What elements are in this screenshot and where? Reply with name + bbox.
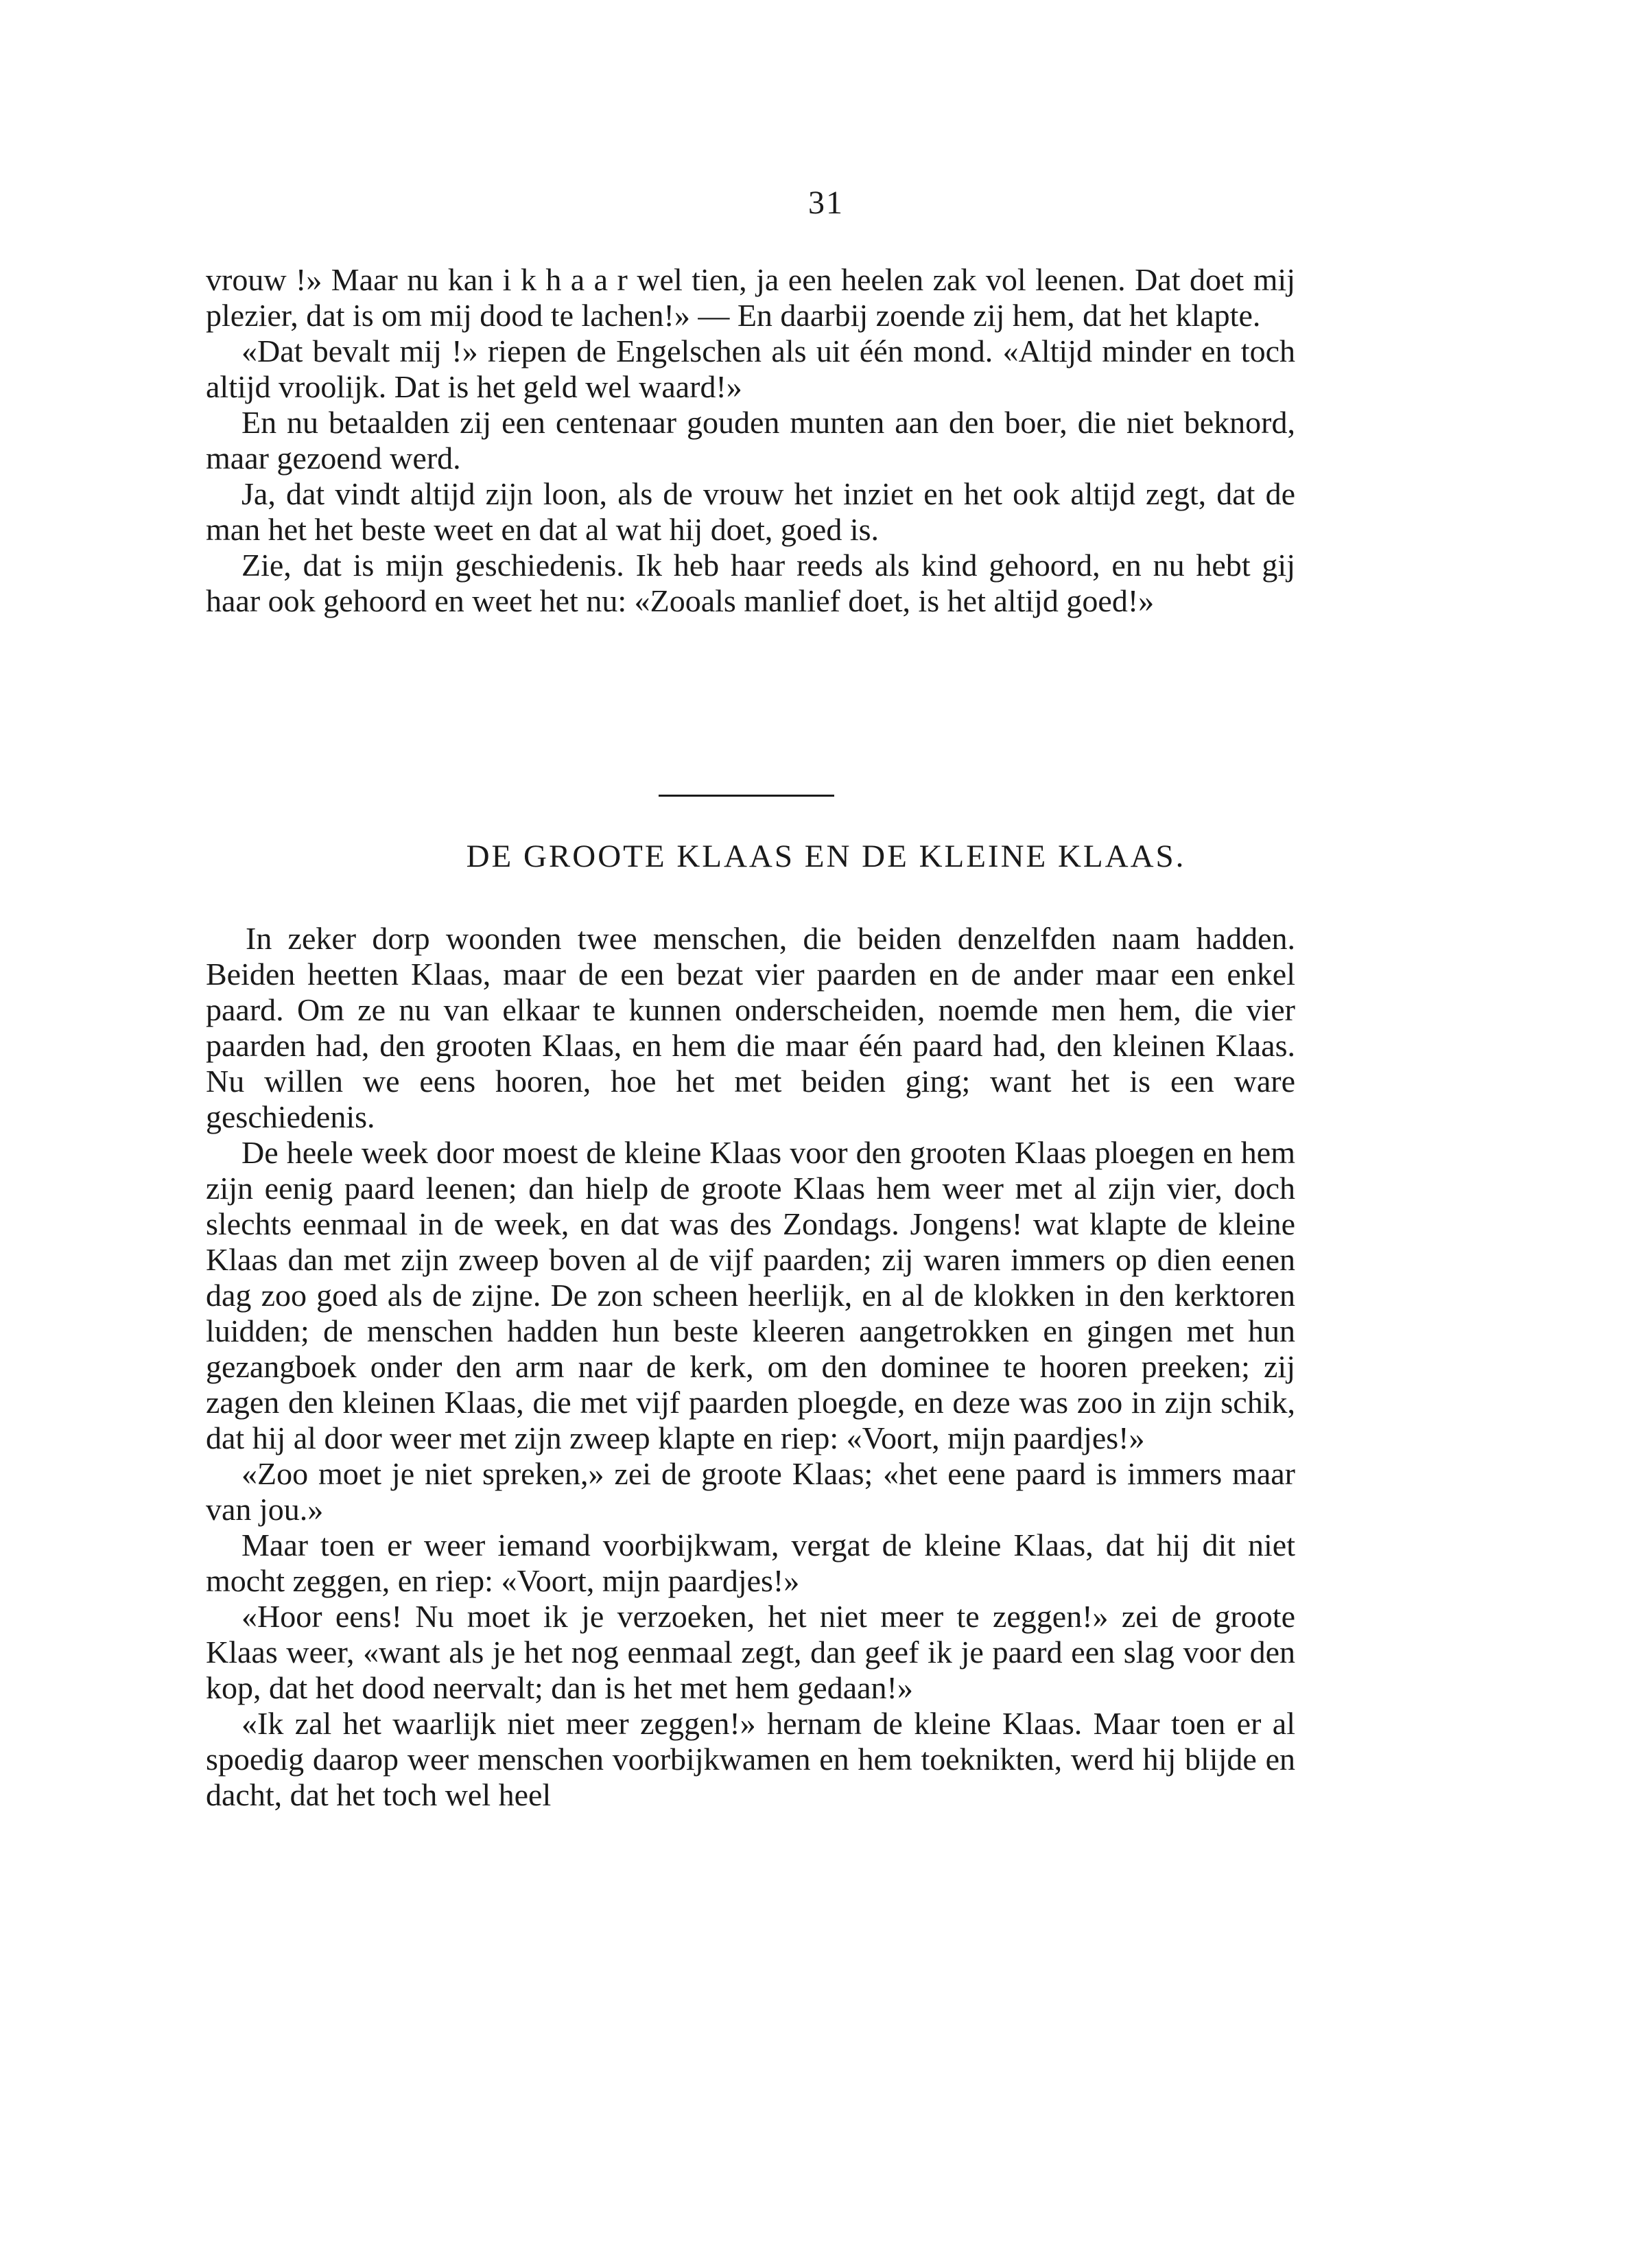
paragraph: «Dat bevalt mij !» riepen de Engelschen als uit één mond. «Altijd minder en toch altijd vroolijk. Dat is het geld wel waard!» [206,333,1295,404]
paragraph: «Hoor eens! Nu moet ik je verzoeken, het niet meer te zeggen!» zei de groote Klaas weer, «want als je het nog eenmaal zegt, dan geef ik je paard een slag voor den kop, dat het dood neervalt; dan is het met hem gedaan!» [206,1599,1295,1705]
paragraph: Maar toen er weer iemand voorbijkwam, vergat de kleine Klaas, dat hij dit niet mocht zeggen, en riep: «Voort, mijn paardjes!» [206,1527,1295,1598]
paragraph: vrouw !» Maar nu kan i k h a a r wel tien, ja een heelen zak vol leenen. Dat doet mij plezier, dat is om mij dood te lachen!» — En daarbij zoende zij hem, dat het klapte. [206,262,1295,333]
paragraph: «Zoo moet je niet spreken,» zei de groote Klaas; «het eene paard is immers maar van jou.» [206,1456,1295,1527]
paragraph: Ja, dat vindt altijd zijn loon, als de vrouw het inziet en het ook altijd zegt, dat de man het het beste weet en dat al wat hij doet, goed is. [206,476,1295,547]
section-divider [659,795,834,797]
paragraph: Zie, dat is mijn geschiedenis. Ik heb haar reeds als kind gehoord, en nu hebt gij haar ook gehoord en weet het nu: «Zooals manlief doet, is het altijd goed!» [206,548,1295,618]
paragraph: En nu betaalden zij een centenaar gouden munten aan den boer, die niet beknord, maar gezoend werd. [206,405,1295,476]
page-number: 31 [808,185,844,221]
previous-story-ending [206,262,1295,619]
chapter-title: DE GROOTE KLAAS EN DE KLEINE KLAAS. [466,839,1186,874]
paragraph: «Ik zal het waarlijk niet meer zeggen!» hernam de kleine Klaas. Maar toen er al spoedig daarop weer menschen voorbijkwamen en hem toeknikten, werd hij blijde en dacht, dat het toch wel heel [206,1706,1295,1812]
paragraph: De heele week door moest de kleine Klaas voor den grooten Klaas ploegen en hem zijn eenig paard leenen; dan hielp de groote Klaas hem weer met al zijn vier, doch slechts eenmaal in de week, en dat was des Zondags. Jongens! wat klapte de kleine Klaas dan met zijn zweep boven al de vijf paarden; zij waren immers op dien eenen dag zoo goed als de zijne. De zon scheen heerlijk, en al de klokken in den kerktoren luidden; de menschen hadden hun beste kleeren aangetrokken en gingen met hun gezangboek onder den arm naar de kerk, om den dominee te hooren preeken; zij zagen den kleinen Klaas, die met vijf paarden ploegde, en deze was zoo in zijn schik, dat hij al door weer met zijn zweep klapte en riep: «Voort, mijn paardjes!» [206,1135,1295,1455]
story-body [206,921,1295,1813]
paragraph: In zeker dorp woonden twee menschen, die beiden denzelfden naam hadden. Beiden heetten Klaas, maar de een bezat vier paarden en de ander maar een enkel paard. Om ze nu van elkaar te kunnen onderscheiden, noemde men hem, die vier paarden had, den grooten Klaas, en hem die maar één paard had, den kleinen Klaas. Nu willen we eens hooren, hoe het met beiden ging; want het is een ware geschiedenis. [206,921,1295,1134]
